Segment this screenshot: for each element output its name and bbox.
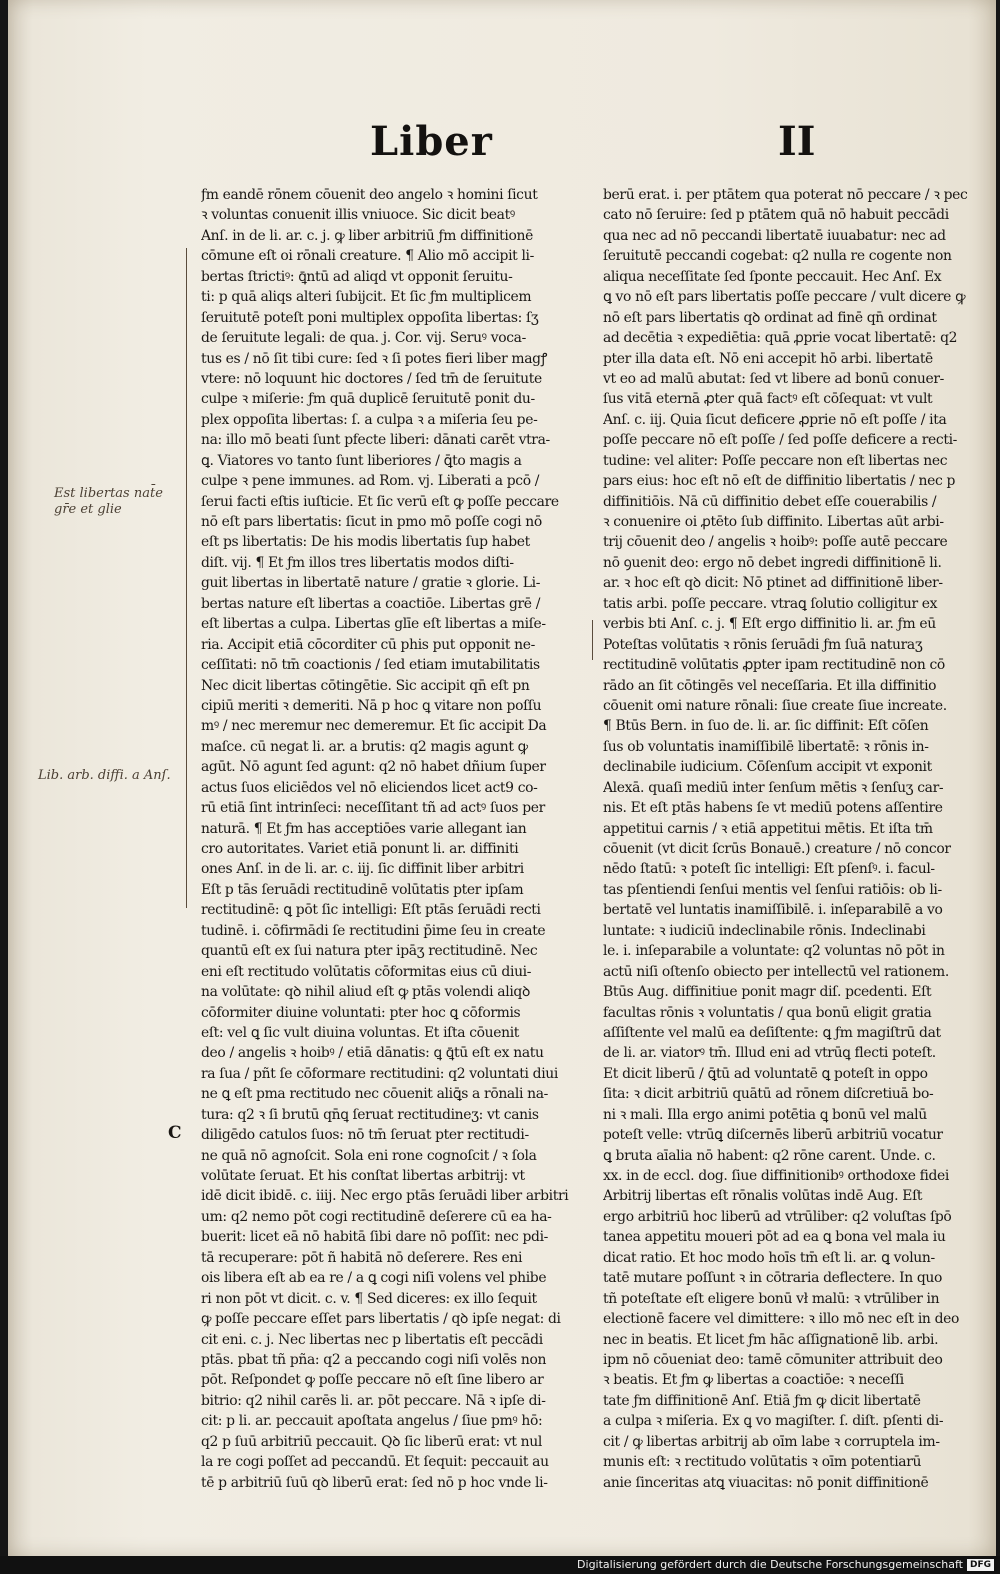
text-line: bitrio: q2 nihil carēs li. ar. pōt peccare. Nā ꝛ ipſe di-: [201, 1392, 546, 1409]
text-line: vtere: nō loquunt hic doctores / ſed tm̄ de ſeruitute: [201, 370, 542, 387]
text-line: cōuenit omi nature rōnali: ſiue create ſiue increate.: [603, 697, 947, 714]
text-line: cōmune eſt oi rōnali creature. ¶ Alio mō accipit li-: [201, 248, 534, 265]
text-line: ne ꝗ eſt pma rectitudo nec cōuenit aliꝗ̄s a rōnali na-: [201, 1086, 548, 1103]
left-text-column: [201, 185, 594, 1493]
text-line: tus es / nō ſit tibi cure: ſed ꝛ ſi potes fieri liber magꝭ: [201, 350, 547, 367]
text-line: ceſſitati: nō tm̄ coactionis / ſed etiam imutabilitatis: [201, 657, 540, 674]
text-line: ꝗ vo nō eſt pars libertatis poſſe peccare / vult dicere ꝙ: [603, 289, 966, 306]
margin-bracket: [186, 248, 199, 908]
running-header: [8, 118, 996, 178]
text-line: agūt. Nō agunt ſed agunt: q2 nō habet dñium ſuper: [201, 759, 546, 776]
text-line: de ſeruitute legali: de qua. j. Cor. vij. Seruꝰ voca-: [201, 330, 526, 347]
text-line: tñ poteſtate eſt eligere bonū vł malū: ꝛ vtrūliber in: [603, 1290, 940, 1307]
text-line: nec in beatis. Et licet ƒm hāc aſſignationē lib. arbi.: [603, 1331, 939, 1348]
text-line: cipiū meriti ꝛ demeriti. Nā p hoc ꝗ vitare non poſſu: [201, 697, 542, 714]
text-line: ſerui facti eſtis iuſticie. Et ſic verū eſt ꝙ poſſe peccare: [201, 493, 559, 510]
text-line: bertas nature eſt libertas a coactiōe. Libertas grē /: [201, 595, 541, 612]
text-line: ad decētia ꝛ expediētia: quā ꝓprie vocat libertatē: q2: [603, 330, 958, 347]
text-line: ria. Accipit etiā cōcorditer cū phis put opponit ne-: [201, 636, 535, 653]
text-line: luntate: ꝛ iudiciū indeclinabile rōnis. Indeclinabi: [603, 922, 926, 939]
text-line: nō ꝯuenit deo: ergo nō debet ingredi diffinitionē li.: [603, 554, 942, 571]
text-line: eſt: vel ꝗ ſic vult diuina voluntas. Et iſta cōuenit: [201, 1024, 520, 1041]
text-line: ones Anſ. in de li. ar. c. iij. ſic diffinit liber arbitri: [201, 861, 524, 878]
digitization-credit: [577, 1556, 994, 1574]
margin-mark: C: [168, 1123, 182, 1143]
text-line: plex oppoſita libertas: ſ. a culpa ꝛ a miſeria ſeu pe-: [201, 411, 538, 428]
text-line: xx. in de eccl. dog. ſiue diffinitionibꝰ orthodoxe fidei: [603, 1168, 950, 1184]
text-line: nis. Et eſt ptās habens ſe vt mediū potens aſſentire: [603, 800, 943, 817]
text-line: ſeruitutē peccandi cogebat: q2 nulla re cogente non: [603, 248, 952, 265]
text-line: tura: q2 ꝛ ſi brutū qn̄ꝗ ſeruat rectitudineʒ: vt canis: [201, 1106, 539, 1123]
text-line: Eſt p tās ſeruādi rectitudinē volūtatis pter ipſam: [201, 881, 524, 898]
text-line: eſt libertas a culpa. Libertas glīe eſt libertas a miſe-: [201, 616, 546, 633]
right-text-column: [603, 185, 988, 1493]
text-line: a culpa ꝛ miſeria. Ex ꝗ vo magiſter. ſ. diſt. pſenti di-: [603, 1413, 944, 1430]
text-line: tatis arbi. poſſe peccare. vtraꝗ ſolutio colligitur ex: [603, 595, 938, 612]
header-book-number: II: [778, 118, 816, 165]
text-line: naturā. ¶ Et ƒm has acceptiōes varie allegant ian: [201, 820, 527, 837]
text-line: bertatē vel luntatis inamiſſibilē. i. inſeparabilē a vo: [603, 902, 943, 919]
text-line: nēdo ſtatū: ꝛ poteſt ſic intelligi: Eſt pſenſꝰ. i. facul-: [603, 861, 935, 878]
text-line: actus ſuos eliciēdos vel nō eliciendos licet act9 co-: [201, 779, 538, 796]
text-line: guit libertas in libertatē nature / gratie ꝛ glorie. Li-: [201, 575, 541, 592]
text-line: tate ƒm diffinitionē Anſ. Etiā ƒm ꝙ dicit libertatē: [603, 1392, 921, 1409]
text-line: ſeruitutē poteſt poni multiplex oppoſita libertas: ſʒ: [201, 309, 539, 326]
text-line: cit: p li. ar. peccauit apoſtata angelus / ſiue pmꝰ hō:: [201, 1413, 543, 1430]
text-line: tudinē. i. cōfirmādi ſe rectitudini p̄ime ſeu in create: [201, 922, 546, 939]
text-line: verbis bti Anſ. c. j. ¶ Eſt ergo diffinitio li. ar. ƒm eū: [603, 616, 936, 633]
text-line: na: illo mō beati ſunt pfecte liberi: dānati carēt vtra-: [201, 432, 550, 449]
text-line: trij cōuenit deo / angelis ꝛ hoibꝰ: poſſe autē peccare: [603, 534, 948, 551]
text-line: electionē facere vel dimittere: ꝛ illo mō nec eſt in deo: [603, 1311, 960, 1328]
text-line: tanea appetitu moueri pōt ad ea ꝗ bona vel mala iu: [603, 1229, 946, 1246]
text-line: bertas ſtrictiꝰ: ꝗ̄ntū ad aliqd vt opponit ſeruitu-: [201, 268, 513, 285]
text-line: aſſiſtente vel malū ea deſiſtente: ꝗ ƒm magiſtrū dat: [603, 1024, 941, 1041]
text-line: tā recuperare: pōt ñ habitā nō deſerere. Res eni: [201, 1249, 523, 1266]
text-line: eni eſt rectitudo volūtatis cōformitas eius cū diui-: [201, 963, 532, 980]
text-line: Anſ. c. iij. Quia ſicut deficere ꝓprie nō eſt poſſe / ita: [603, 411, 947, 428]
text-line: le. i. inſeparabile a voluntate: q2 voluntas nō pōt in: [603, 943, 945, 960]
text-line: tas pſentiendi ſenſui mentis vel ſenſui ratiōis: ob li-: [603, 881, 942, 898]
text-line: tē p arbitriū ſuū qꝺ liberū erat: ſed nō p hoc vnde li-: [201, 1474, 548, 1491]
text-line: Anſ. in de li. ar. c. j. ꝙ liber arbitriū ƒm diffinitionē: [201, 227, 533, 244]
text-line: culpe ꝛ miſerie: ƒm quā duplicē ſeruitutē ponit du-: [201, 391, 535, 408]
marginal-note-libertas: Est libertas nat̄e gr̄e et glie: [54, 486, 163, 517]
text-line: ſus ob voluntatis inamiſſibilē libertatē: ꝛ rōnis in-: [603, 738, 929, 755]
text-line: rū etiā ſint intrinſeci: neceſſitant tñ ad actꝰ ſuos per: [201, 800, 545, 817]
text-line: ois libera eſt ab ea re / a ꝗ cogi niſi volens vel phibe: [201, 1270, 547, 1287]
text-line: ne quā nō agnoſcit. Sola eni rone cognoſcit / ꝛ ſola: [201, 1147, 537, 1164]
text-line: cōformiter diuine voluntati: pter hoc ꝗ cōformis: [201, 1004, 521, 1021]
text-line: pōt. Reſpondet ꝙ poſſe peccare nō eſt ſine libero ar: [201, 1372, 544, 1389]
text-line: ꝙ poſſe peccare eſſet pars libertatis / qꝺ ipſe negat: di: [201, 1311, 561, 1328]
text-line: ¶ Btūs Bern. in ſuo de. li. ar. ſic diffinit: Eſt cōſen: [603, 718, 929, 735]
text-line: poſſe peccare nō eſt poſſe / ſed poſſe deficere a recti-: [603, 432, 958, 449]
text-line: rectitudinē volūtatis ꝓpter ipam rectitudinē non cō: [603, 657, 945, 674]
text-line: cit / ꝙ libertas arbitrij ab oīm labe ꝛ corruptela im-: [603, 1433, 940, 1450]
credit-text: Digitalisierung gefördert durch die Deutsche Forschungsgemeinschaft: [577, 1558, 963, 1571]
marginal-note-definition: Lib. arb. diffi. a Anſ.: [38, 768, 171, 783]
text-line: maſce. cū negat li. ar. a brutis: q2 magis agunt ꝙ: [201, 738, 528, 755]
text-line: buerit: licet eā nō habitā ſibi dare nō poſſit: nec pdi-: [201, 1229, 549, 1246]
text-line: ni ꝛ mali. Illa ergo animi potētia ꝗ bonū vel malū: [603, 1106, 927, 1123]
text-line: na volūtate: qꝺ nihil aliud eſt ꝙ ptās volendi aliqꝺ: [201, 984, 530, 1001]
text-line: cōuenit (vt dicit ſcrūs Bonauē.) creature / nō concor: [603, 841, 951, 857]
text-line: nō eſt pars libertatis qꝺ ordinat ad finē qn̄ ordinat: [603, 309, 937, 326]
text-line: Nec dicit libertas cōtingētie. Sic accipit qn̄ eſt pn: [201, 677, 530, 694]
text-line: ſus vitā eternā ꝓter quā factꝰ eſt cōſequat: vt vult: [603, 391, 933, 408]
text-line: munis eſt: ꝛ rectitudo volūtatis ꝛ oīm potentiarū: [603, 1454, 922, 1471]
text-line: ti: p quā aliqs alteri ſubijcit. Et ſic ƒm multiplicem: [201, 289, 532, 306]
text-line: rādo an ſit cōtingēs vel neceſſaria. Et illa diffinitio: [603, 677, 937, 694]
text-line: la re cogi poſſet ad peccandū. Et ſequit: peccauit au: [201, 1454, 549, 1471]
text-line: cato nō ſeruire: ſed p ptātem quā nō habuit peccādi: [603, 207, 949, 224]
text-line: vt eo ad malū abutat: ſed vt libere ad bonū conuer-: [603, 370, 945, 387]
text-line: cro autoritates. Variet etiā ponunt li. ar. diffiniti: [201, 841, 519, 857]
text-line: ar. ꝛ hoc eſt qꝺ dicit: Nō ptinet ad diffinitionē liber-: [603, 575, 943, 592]
text-line: ꝛ beatis. Et ƒm ꝙ libertas a coactiōe: ꝛ neceſſi: [603, 1372, 904, 1389]
text-line: ƒm eandē rōnem cōuenit deo angelo ꝛ homini ſicut: [201, 187, 538, 203]
text-line: ergo arbitriū hoc liberū ad vtrūliber: q2 voluſtas ſpō: [603, 1208, 952, 1225]
text-line: poteſt velle: vtrūꝗ diſcernēs liberū arbitriū vocatur: [603, 1127, 943, 1144]
text-line: pars eius: hoc eſt nō eſt de diffinitio libertatis / nec p: [603, 473, 956, 490]
text-line: qua nec ad nō peccandi libertatē iuuabatur: nec ad: [603, 227, 946, 244]
text-line: ſita: ꝛ dicit arbitriū quātū ad rōnem diſcretiuā bo-: [603, 1086, 934, 1103]
text-line: de li. ar. viatorꝰ tm̄. Illud eni ad vtrūꝗ flecti poteſt.: [603, 1045, 936, 1062]
text-line: ꝛ conuenire oi ꝓtēto ſub diffinito. Libertas aūt arbi-: [603, 514, 944, 530]
text-line: rectitudinē: ꝗ pōt ſic intelligi: Eſt ptās ſeruādi recti: [201, 902, 541, 919]
text-line: diffinitiōis. Nā cū diffinitio debet eſſe couerabilis /: [603, 493, 937, 510]
text-line: ꝛ voluntas conuenit illis vniuoce. Sic dicit beatꝰ: [201, 207, 515, 224]
text-line: dicat ratio. Et hoc modo hoīs tm̄ eſt li. ar. ꝗ volun-: [603, 1249, 935, 1266]
text-line: ra ſua / pñt ſe cōformare rectitudini: q2 voluntati diui: [201, 1065, 558, 1082]
text-line: anie ſinceritas atꝗ viuacitas: nō ponit diffinitionē: [603, 1474, 929, 1491]
text-line: nō eſt pars libertatis: ſicut in pmo mō poſſe cogi nō: [201, 514, 542, 530]
text-line: diligēdo catulos ſuos: nō tm̄ ſeruat pter rectitudi-: [201, 1127, 529, 1144]
text-line: berū erat. i. per ptātem qua poterat nō peccare / ꝛ pec: [603, 187, 968, 203]
text-line: ipm nō cōueniat deo: tamē cōmuniter attribuit deo: [603, 1351, 943, 1368]
text-line: ptās. pbat tñ pña: q2 a peccando cogi niſi volēs non: [201, 1351, 547, 1368]
text-line: ꝗ bruta aīalia nō habent: q2 rōne carent. Unde. c.: [603, 1147, 936, 1164]
header-title: Liber: [370, 118, 493, 165]
text-line: eſt ps libertatis: De his modis libertatis ſup habet: [201, 534, 530, 551]
text-line: q2 p ſuū arbitriū peccauit. Qꝺ ſic liberū erat: vt nul: [201, 1433, 542, 1450]
text-line: idē dicit ibidē. c. iiij. Nec ergo ptās ſeruādi liber arbitri: [201, 1188, 569, 1205]
book-page: [8, 0, 996, 1556]
text-line: deo / angelis ꝛ hoibꝰ / etiā dānatis: ꝗ ꝗ̄tū eſt ex natu: [201, 1045, 544, 1062]
text-line: cit eni. c. j. Nec libertas nec p libertatis eſt peccādi: [201, 1331, 543, 1348]
text-line: declinabile iudicium. Cōſenſum accipit vt exponit: [603, 759, 932, 776]
text-line: tatē mutare poſſunt ꝛ in cōtraria deflectere. In quo: [603, 1270, 943, 1287]
text-line: tudine: vel aliter: Poſſe peccare non eſt libertas nec: [603, 452, 948, 469]
text-line: aliqua neceſſitate ſed ſponte peccauit. Hec Anſ. Ex: [603, 268, 942, 285]
text-line: actū niſi oſtenſo obiecto per intellectū vel rationem.: [603, 963, 949, 980]
text-line: um: q2 nemo pōt cogi rectitudinē deſerere cū ea ha-: [201, 1208, 552, 1225]
text-line: ꝗ. Viatores vo tanto ſunt liberiores / ꝗ̄to magis a: [201, 452, 522, 469]
text-line: facultas rōnis ꝛ voluntatis / qua bonū eligit gratia: [603, 1004, 932, 1021]
text-line: Arbitrij libertas eſt rōnalis volūtas indē Aug. Eſt: [603, 1188, 923, 1205]
text-line: pter illa data eſt. Nō eni accepit hō arbi. libertatē: [603, 350, 933, 367]
text-line: quantū eſt ex ſui natura pter ipāʒ rectitudinē. Nec: [201, 943, 538, 960]
text-line: Alexā. quaſi mediū inter ſenſum mētis ꝛ ſenſuʒ car-: [603, 779, 944, 796]
text-line: diſt. vij. ¶ Et ƒm illos tres libertatis modos diſti-: [201, 554, 514, 571]
text-line: Btūs Aug. diffinitiue ponit magr diſ. pcedenti. Eſt: [603, 984, 932, 1001]
text-line: ri non pōt vt dicit. c. v. ¶ Sed diceres: ex illo ſequit: [201, 1290, 537, 1307]
text-line: Et dicit liberū / ꝗ̄tū ad voluntatē ꝗ poteſt in oppo: [603, 1065, 928, 1082]
dfg-logo: DFG: [967, 1559, 994, 1571]
text-line: appetitui carnis / ꝛ etiā appetitui mētis. Et iſta tm̄: [603, 820, 933, 837]
text-line: volūtate ſeruat. Et his conſtat libertas arbitrij: vt: [201, 1168, 525, 1184]
text-line: mꝰ / nec meremur nec demeremur. Et ſic accipit Da: [201, 718, 547, 735]
text-line: Poteſtas volūtatis ꝛ rōnis ſeruādi ƒm ſuā naturaʒ: [603, 636, 923, 653]
text-line: culpe ꝛ pene immunes. ad Rom. vj. Liberati a pcō /: [201, 473, 540, 490]
